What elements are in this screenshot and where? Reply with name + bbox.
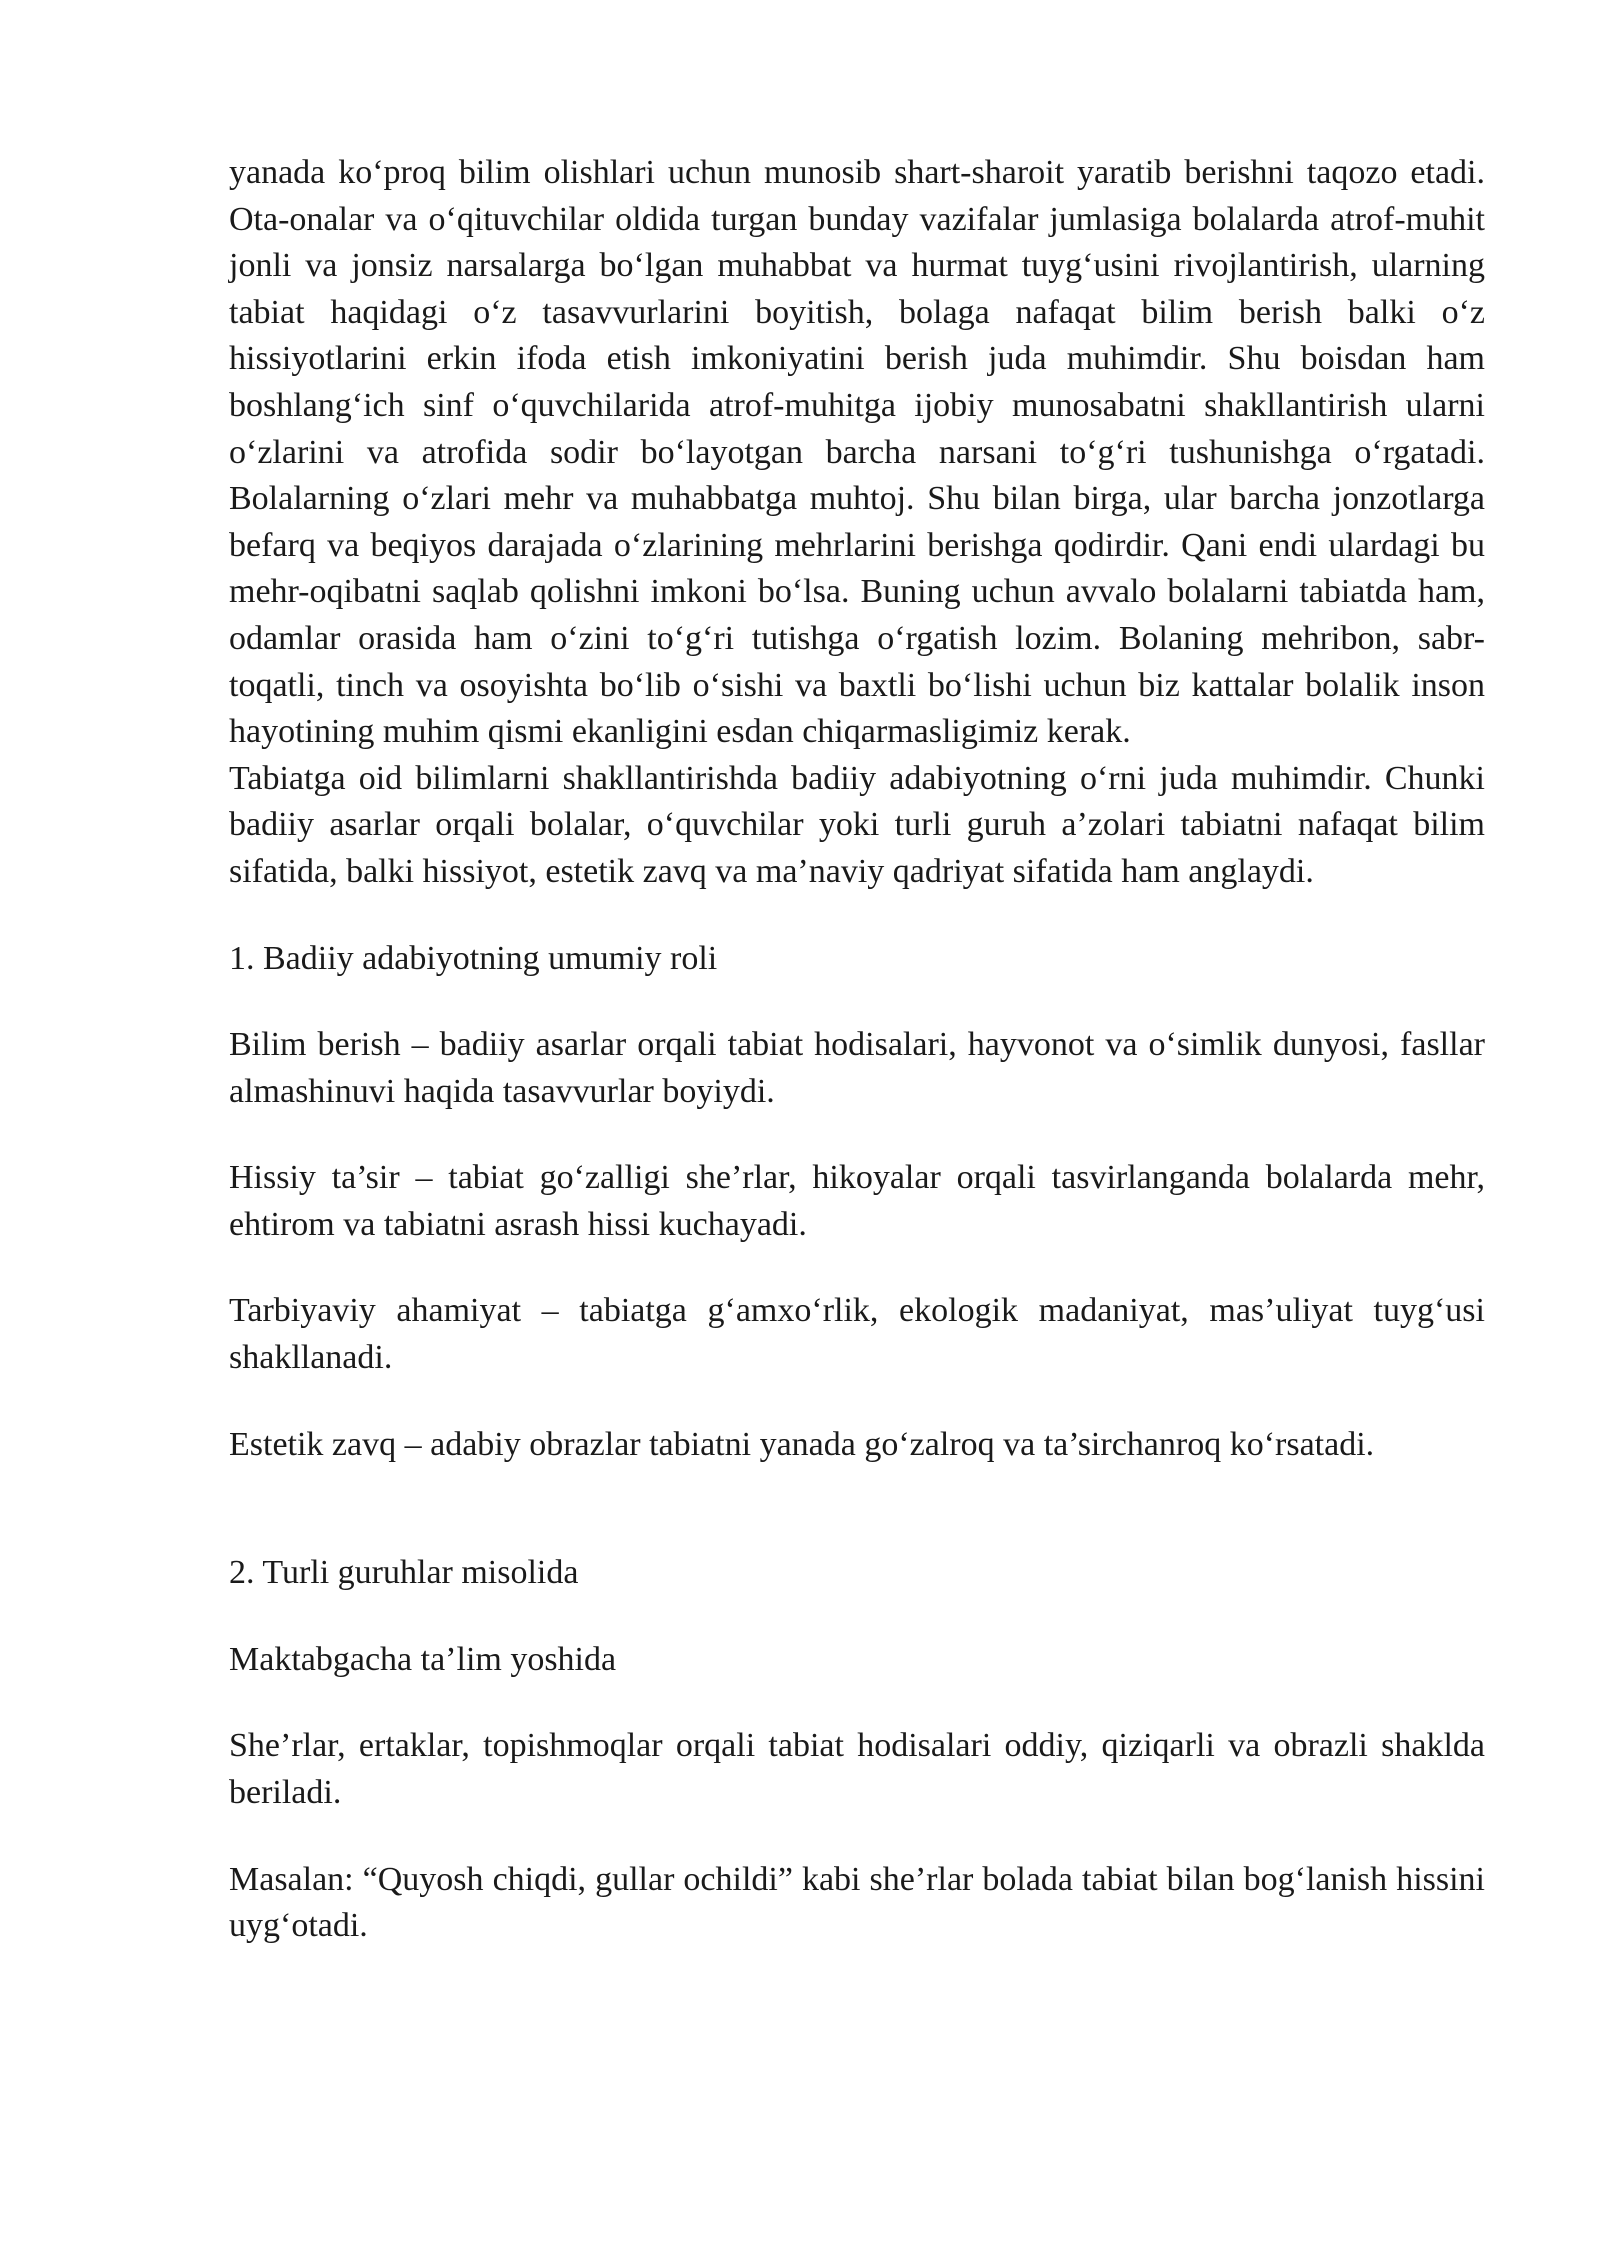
body-paragraph: Tarbiyaviy ahamiyat – tabiatga g‘amxo‘rlik, ekologik madaniyat, mas’uliyat tuyg‘usi shakllanadi. [229, 1292, 1485, 1377]
spacer [229, 1248, 1485, 1288]
spacer [229, 1817, 1485, 1857]
section-heading: 1. Badiiy adabiyotning umumiy roli [229, 939, 718, 977]
body-paragraph: She’rlar, ertaklar, topishmoqlar orqali tabiat hodisalari oddiy, qiziqarli va obrazli shaklda beriladi. [229, 1727, 1485, 1812]
spacer [229, 1468, 1485, 1550]
spacer [229, 896, 1485, 936]
body-paragraph: Masalan: “Quyosh chiqdi, gullar ochildi” kabi she’rlar bolada tabiat bilan bog‘lanish hissini uyg‘otadi. [229, 1860, 1485, 1945]
spacer [229, 1597, 1485, 1637]
section-heading: 2. Turli guruhlar misolida [229, 1554, 579, 1592]
body-paragraph: Hissiy ta’sir – tabiat go‘zalligi she’rlar, hikoyalar orqali tasvirlanganda bolalarda mehr, ehtirom va tabiatni asrash hissi kuchayadi. [229, 1159, 1485, 1243]
subsection-heading: Maktabgacha ta’lim yoshida [229, 1640, 617, 1678]
body-paragraph: Bilim berish – badiiy asarlar orqali tabiat hodisalari, hayvonot va o‘simlik dunyosi, fasllar almashinuvi haqida tasavvurlar boyiydi. [229, 1026, 1485, 1110]
body-paragraph: Tabiatga oid bilimlarni shakllantirishda badiiy adabiyotning o‘rni juda muhimdir. Chunki badiiy asarlar orqali bolalar, o‘quvchilar yoki turli guruh a’zolari tabiatni nafaqat bilim sifatida, balki hissiyot, estetik zavq va ma’naviy qadriyat sifatida ham anglaydi. [229, 759, 1485, 890]
spacer [229, 1683, 1485, 1723]
document-body [229, 150, 1485, 1950]
body-paragraph: yanada ko‘proq bilim olishlari uchun munosib shart-sharoit yaratib berishni taqozo etadi. Ota-onalar va o‘qituvchilar oldida turgan bunday vazifalar jumlasiga bolalarda atrof-muhit jonli va jonsiz narsalarga bo‘lgan muhabbat va hurmat tuyg‘usini rivojlantirish, ularning tabiat haqidagi o‘z tasavvurlarini boyitish, bolaga nafaqat bilim berish balki o‘z hissiyotlarini erkin ifoda etish imkoniyatini berish juda muhimdir. Shu boisdan ham boshlang‘ich sinf o‘quvchilarida atrof-muhitga ijobiy munosabatni shakllantirish ularni o‘zlarini va atrofida sodir bo‘layotgan barcha narsani to‘g‘ri tushunishga o‘rgatadi. Bolalarning o‘zlari mehr va muhabbatga muhtoj. Shu bilan birga, ular barcha jonzotlarga befarq va beqiyos darajada o‘zlarining mehrlarini berishga qodirdir. Qani endi ulardagi bu mehr-oqibatni saqlab qolishni imkoni bo‘lsa. Buning uchun avvalo bolalarni tabiatda ham, odamlar orasida ham o‘zini to‘g‘ri tutishga o‘rgatish lozim. Bolaning mehribon, sabr-toqatli, tinch va osoyishta bo‘lib o‘sishi va baxtli bo‘lishi uchun biz kattalar bolalik inson hayotining muhim qismi ekanligini esdan chiqarmasligimiz kerak. [229, 154, 1485, 751]
spacer [229, 982, 1485, 1022]
body-paragraph: Estetik zavq – adabiy obrazlar tabiatni yanada go‘zalroq va ta’sirchanroq ko‘rsatadi. [229, 1425, 1375, 1463]
spacer [229, 1382, 1485, 1422]
spacer [229, 1115, 1485, 1155]
